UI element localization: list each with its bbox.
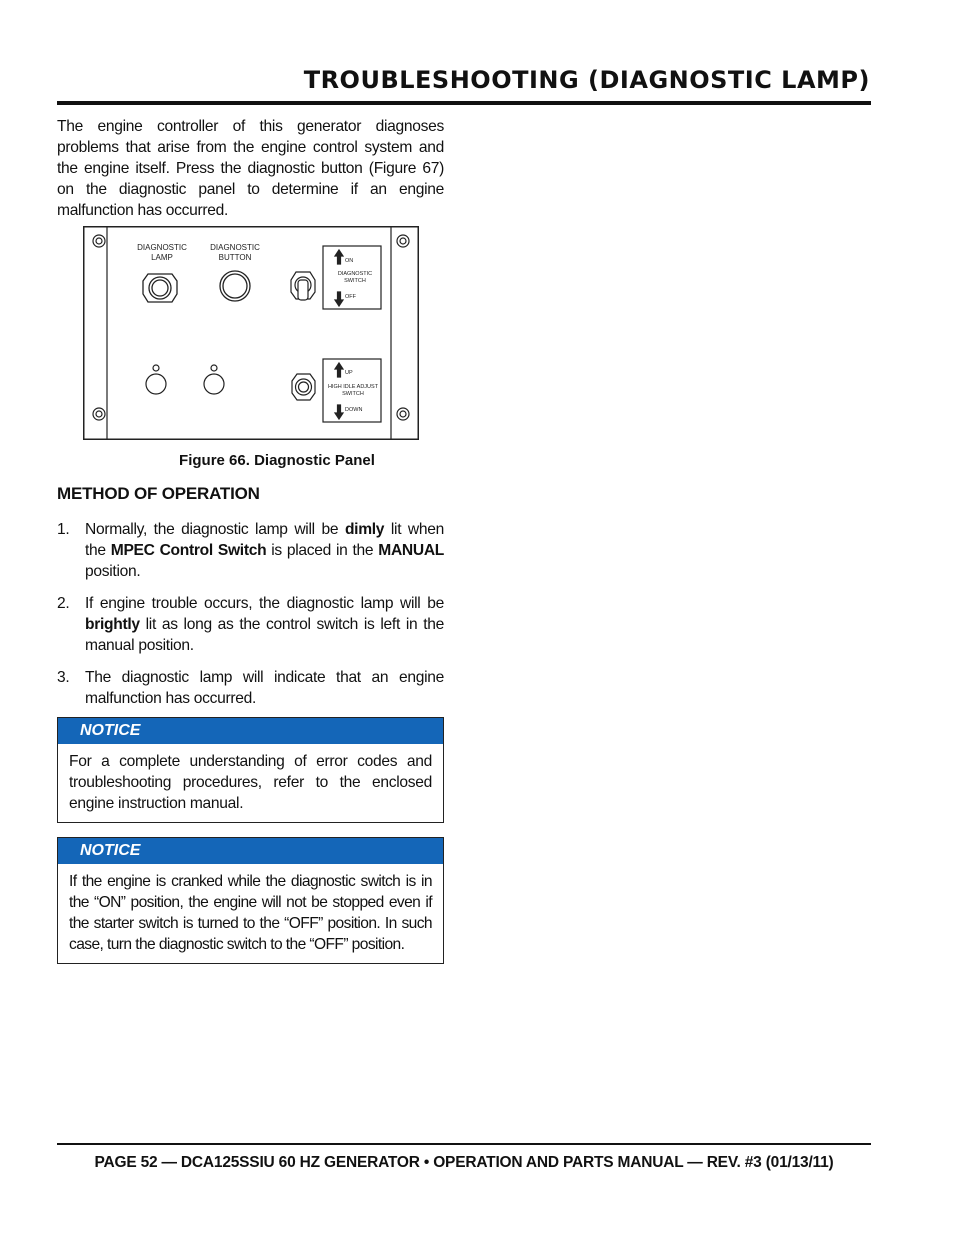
switch1-on-label: ON — [345, 258, 354, 264]
switch2-down-label: DOWN — [345, 407, 363, 413]
notice-text: If the engine is cranked while the diagnostic switch is in the “ON” position, the engine will not be stopped even if the starter switch is turned to the “OFF” position. In such case, turn the diagnostic switch to the “OFF” position. — [69, 873, 432, 953]
step-text: is placed in the — [266, 542, 379, 559]
list-item — [57, 593, 444, 656]
footer-rule — [57, 1143, 871, 1145]
notice-header: NOTICE — [58, 838, 443, 864]
step-text: Normally, the diagnostic lamp will be — [85, 521, 345, 538]
notice-box — [57, 717, 444, 823]
step-text: If engine trouble occurs, the diagnostic lamp will be — [85, 595, 444, 612]
step-number: 1. — [57, 521, 70, 538]
step-text: The diagnostic lamp will indicate that an engine malfunction has occurred. — [85, 669, 444, 707]
switch2-title-line1: HIGH IDLE ADJUST — [327, 384, 379, 390]
notice-header: NOTICE — [58, 718, 443, 744]
step-number: 2. — [57, 595, 70, 612]
lamp-label-line1: DIAGNOSTIC — [137, 243, 187, 252]
notice-box — [57, 837, 444, 964]
step-emphasis: MANUAL — [378, 542, 445, 559]
list-item — [57, 519, 444, 582]
figure-caption: Figure 66. Diagnostic Panel — [179, 452, 375, 469]
step-text: lit when the — [85, 521, 444, 559]
step-emphasis: dimly — [344, 521, 385, 538]
switch2-title-line2: SWITCH — [342, 391, 364, 397]
lamp-label-line2: LAMP — [151, 253, 173, 262]
list-item — [57, 667, 444, 709]
step-text: lit as long as the control switch is left in the manual position. — [85, 616, 444, 654]
steps-list — [57, 519, 444, 720]
title-rule — [57, 101, 871, 105]
switch1-title-line2: SWITCH — [344, 278, 366, 284]
button-label-line2: BUTTON — [218, 253, 252, 262]
step-number: 3. — [57, 669, 70, 686]
switch1-off-label: OFF — [345, 294, 356, 300]
page-footer: PAGE 52 — DCA125SSIU 60 HZ GENERATOR • OPERATION AND PARTS MANUAL — REV. #3 (01/13/11) — [94, 1154, 834, 1171]
intro-paragraph: The engine controller of this generator diagnoses problems that arise from the engine control system and the engine itself. Press the diagnostic button (Figure 67) on the diagnostic panel to determine if an engine malfunction has occurred. — [57, 118, 444, 219]
section-heading: METHOD OF OPERATION — [57, 484, 260, 503]
step-emphasis: brightly — [85, 616, 140, 633]
diagnostic-panel-figure — [83, 226, 419, 440]
switch1-title-line1: DIAGNOSTIC — [337, 271, 373, 277]
switch2-up-label: UP — [345, 370, 353, 376]
notice-text: For a complete understanding of error codes and troubleshooting procedures, refer to the enclosed engine instruction manual. — [69, 753, 432, 812]
step-text: position. — [85, 563, 141, 580]
step-emphasis: MPEC Control Switch — [110, 542, 267, 559]
button-label-line1: DIAGNOSTIC — [210, 243, 260, 252]
page-title: TROUBLESHOOTING (DIAGNOSTIC LAMP) — [303, 66, 870, 94]
